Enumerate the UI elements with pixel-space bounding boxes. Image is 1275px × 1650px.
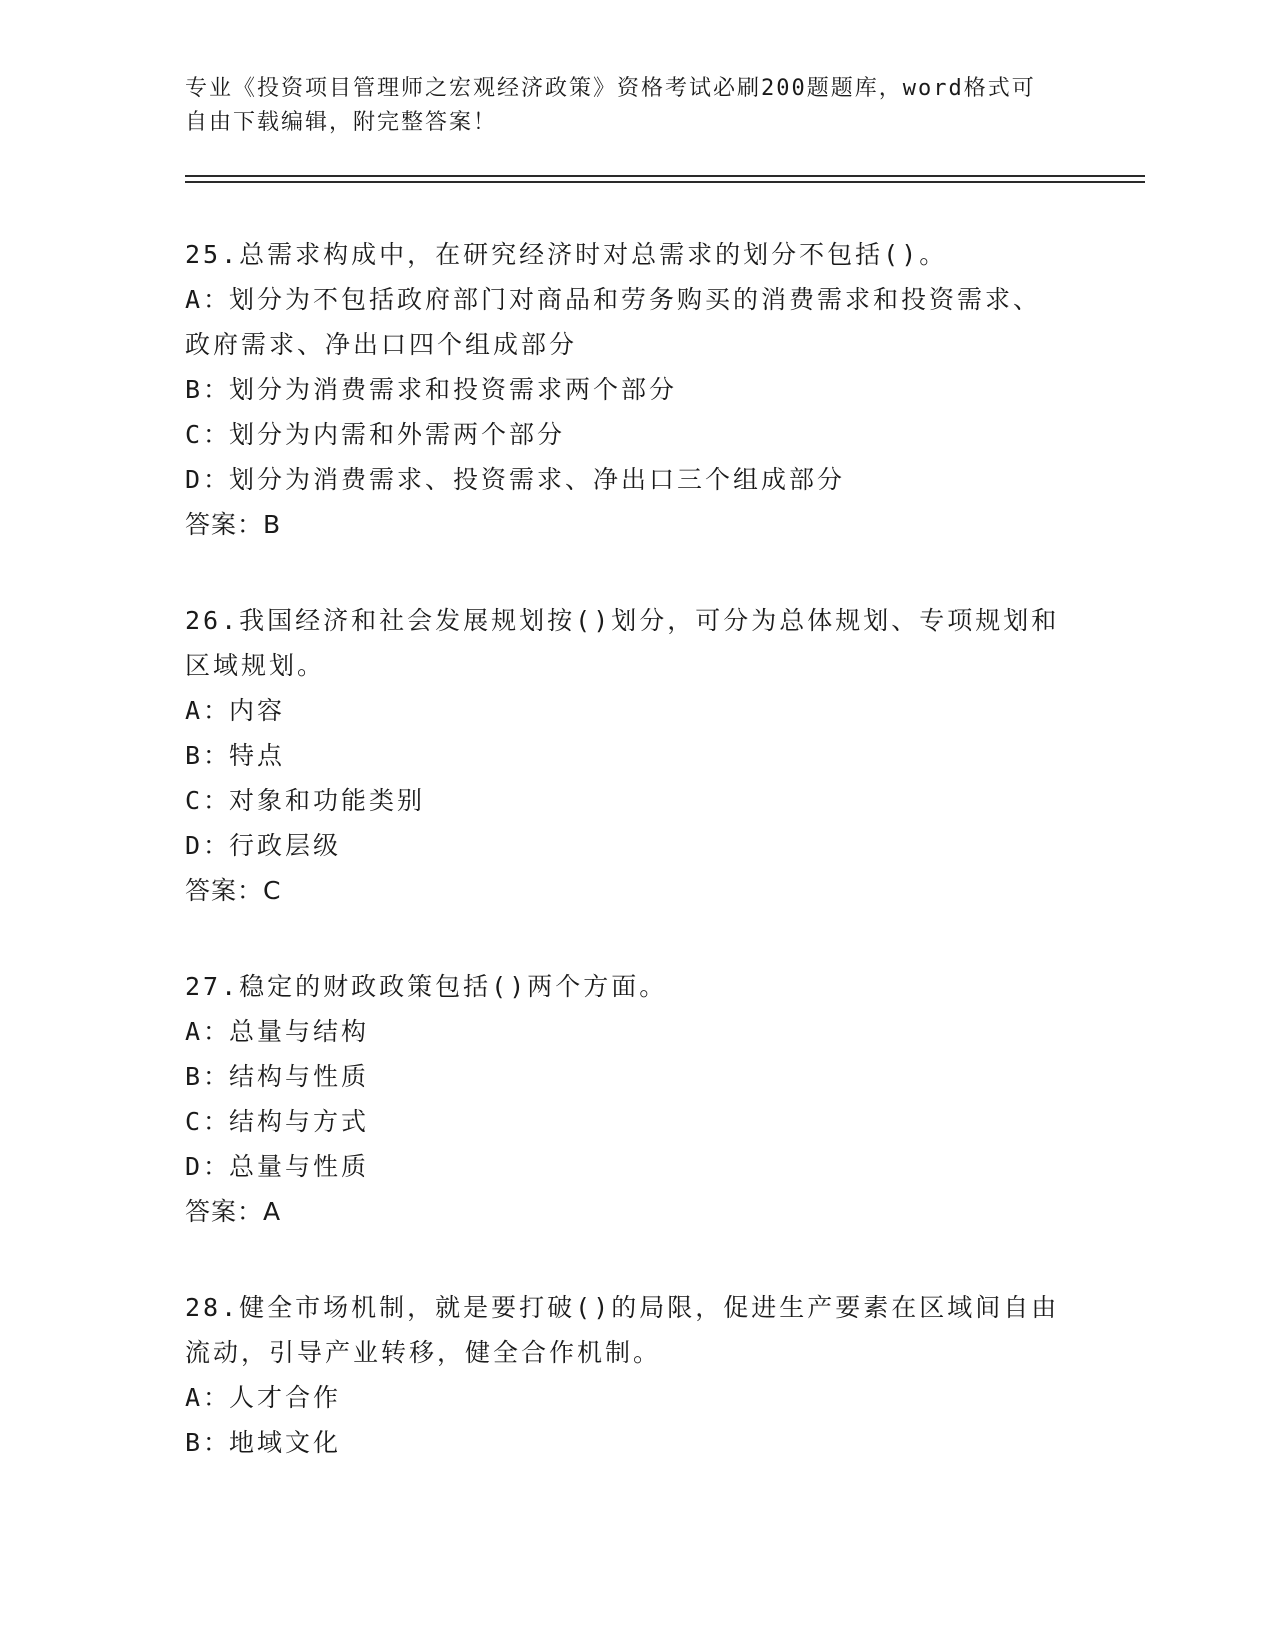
- answer-option: [185, 1375, 1085, 1420]
- header-line-2: 自由下载编辑，附完整答案！: [185, 110, 498, 135]
- question-stem-line: 区域规划。: [185, 651, 326, 680]
- option-key: A：: [185, 285, 232, 314]
- option-key: A：: [185, 1383, 232, 1412]
- question-stem-line: 流动，引导产业转移，健全合作机制。: [185, 1338, 662, 1367]
- question-stem-line: 25.总需求构成中，在研究经济时对总需求的划分不包括()。: [185, 240, 948, 269]
- option-key: B：: [185, 1428, 232, 1457]
- option-key: D：: [185, 831, 232, 860]
- option-text: 划分为不包括政府部门对商品和劳务购买的消费需求和投资需求、: [229, 285, 1042, 314]
- answer-option: [185, 277, 1085, 322]
- option-key: A：: [185, 696, 232, 725]
- option-text: 划分为消费需求、投资需求、净出口三个组成部分: [229, 465, 846, 494]
- header-divider-bottom: [185, 181, 1145, 183]
- answer-option: [185, 367, 1085, 412]
- answer-option: [185, 1009, 1085, 1054]
- option-key: D：: [185, 465, 232, 494]
- answer-option: [185, 688, 1085, 733]
- option-text: 行政层级: [229, 831, 342, 860]
- option-key: C：: [185, 786, 232, 815]
- answer-option: [185, 778, 1085, 823]
- option-text: 内容: [229, 696, 286, 725]
- question-stem-line: 28.健全市场机制，就是要打破()的局限，促进生产要素在区域间自由: [185, 1293, 1060, 1322]
- question-stem-line: 27.稳定的财政政策包括()两个方面。: [185, 972, 668, 1001]
- question-block: [185, 232, 1085, 547]
- answer-option: [185, 733, 1085, 778]
- answer-option: [185, 823, 1085, 868]
- option-key: B：: [185, 375, 232, 404]
- answer-option: [185, 322, 1085, 367]
- option-text: 总量与性质: [229, 1152, 370, 1181]
- option-key: C：: [185, 420, 232, 449]
- option-text: 总量与结构: [229, 1017, 370, 1046]
- option-text: 人才合作: [229, 1383, 342, 1412]
- option-text: 政府需求、净出口四个组成部分: [185, 330, 578, 359]
- option-text: 划分为内需和外需两个部分: [229, 420, 566, 449]
- question-block: [185, 964, 1085, 1234]
- document-header: [185, 72, 1065, 140]
- answer-option: [185, 412, 1085, 457]
- question-stem-line: 26.我国经济和社会发展规划按()划分，可分为总体规划、专项规划和: [185, 606, 1060, 635]
- option-text: 地域文化: [229, 1428, 342, 1457]
- answer-option: [185, 457, 1085, 502]
- option-text: 对象和功能类别: [229, 786, 426, 815]
- question-block: [185, 598, 1085, 913]
- option-text: 划分为消费需求和投资需求两个部分: [229, 375, 678, 404]
- option-key: B：: [185, 1062, 232, 1091]
- question-list: [185, 232, 1085, 1516]
- question-block: [185, 1285, 1085, 1465]
- answer-key: 答案：C: [185, 876, 282, 905]
- answer-option: [185, 1054, 1085, 1099]
- header-line-1: 专业《投资项目管理师之宏观经济政策》资格考试必刷200题题库，word格式可: [185, 76, 1036, 101]
- option-key: D：: [185, 1152, 232, 1181]
- option-key: A：: [185, 1017, 232, 1046]
- header-divider-top: [185, 175, 1145, 177]
- answer-option: [185, 1144, 1085, 1189]
- option-key: B：: [185, 741, 232, 770]
- answer-option: [185, 1099, 1085, 1144]
- option-text: 结构与性质: [229, 1062, 370, 1091]
- option-text: 特点: [229, 741, 286, 770]
- option-key: C：: [185, 1107, 232, 1136]
- answer-key: 答案：A: [185, 1197, 282, 1226]
- option-text: 结构与方式: [229, 1107, 370, 1136]
- answer-key: 答案：B: [185, 510, 282, 539]
- answer-option: [185, 1420, 1085, 1465]
